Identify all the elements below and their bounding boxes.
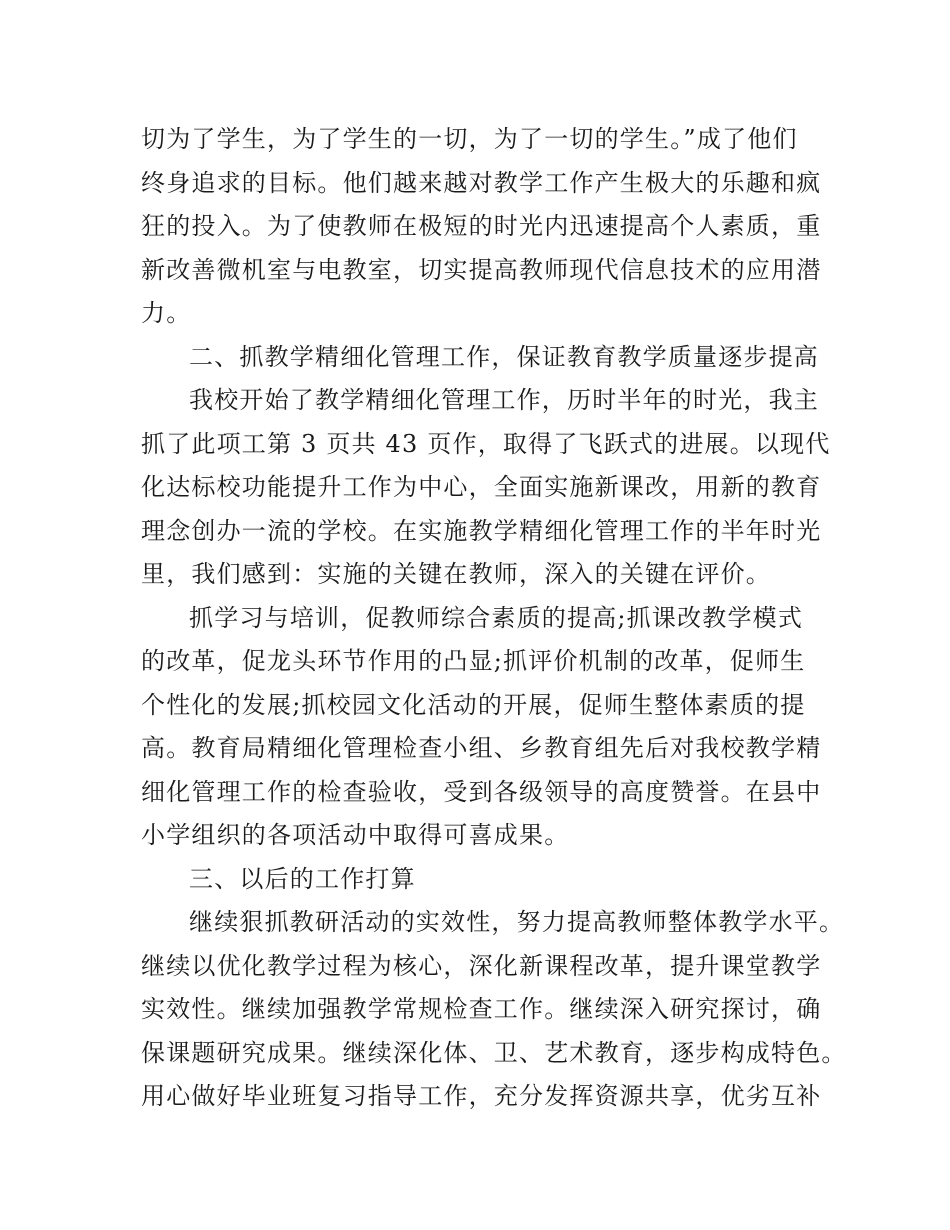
text-line: 继续狠抓教研活动的实效性，努力提高教师整体教学水平。 [189,908,845,936]
text-line: 力。 [141,299,192,327]
text-line: 终身追求的目标。他们越来越对教学工作产生极大的乐趣和疯 [141,168,822,197]
text-line: 个性化的发展;抓校园文化活动的开展，促师生整体素质的提 [141,690,806,719]
text-line: 保课题研究成果。继续深化体、卫、艺术教育，逐步构成特色。 [141,1038,847,1067]
section-heading-3: 三、以后的工作打算 [189,864,416,893]
text-line: 我校开始了教学精细化管理工作，历时半年的时光，我主 [189,386,819,414]
text-line: 狂的投入。为了使教师在极短的时光内迅速提高个人素质，重 [141,212,822,240]
text-line: 细化管理工作的检查验收，受到各级领导的高度赞誉。在县中 [141,777,822,806]
text-line: 实效性。继续加强教学常规检查工作。继续深入研究探讨，确 [141,995,822,1023]
section-heading-2: 二、抓教学精细化管理工作，保证教育教学质量逐步提高 [189,342,819,371]
text-line: 抓学习与培训，促教师综合素质的提高;抓课改教学模式 [189,603,804,632]
text-line: 的改革，促龙头环节作用的凸显;抓评价机制的改革，促师生 [141,647,806,675]
text-line: 小学组织的各项活动中取得可喜成果。 [141,821,570,849]
text-line: 继续以优化教学过程为核心，深化新课程改革，提升课堂教学 [141,951,822,980]
text-line: 里，我们感到：实施的关键在教师，深入的关键在评价。 [141,560,771,588]
text-line: 化达标校功能提升工作为中心，全面实施新课改，用新的教育 [141,473,822,501]
text-line: 新改善微机室与电教室，切实提高教师现代信息技术的应用潜 [141,255,822,284]
document-body [141,118,847,1119]
text-line: 切为了学生，为了学生的一切，为了一切的学生。”成了他们 [141,125,798,153]
text-line-with-page-number: 抓了此项工第 3 页共 43 页作，取得了飞跃式的进展。以现代 [141,429,831,458]
text-line: 高。教育局精细化管理检查小组、乡教育组先后对我校教学精 [141,734,822,762]
text-line: 理念创办一流的学校。在实施教学精细化管理工作的半年时光 [141,516,822,545]
text-line: 用心做好毕业班复习指导工作，充分发挥资源共享，优劣互补 [141,1082,822,1110]
